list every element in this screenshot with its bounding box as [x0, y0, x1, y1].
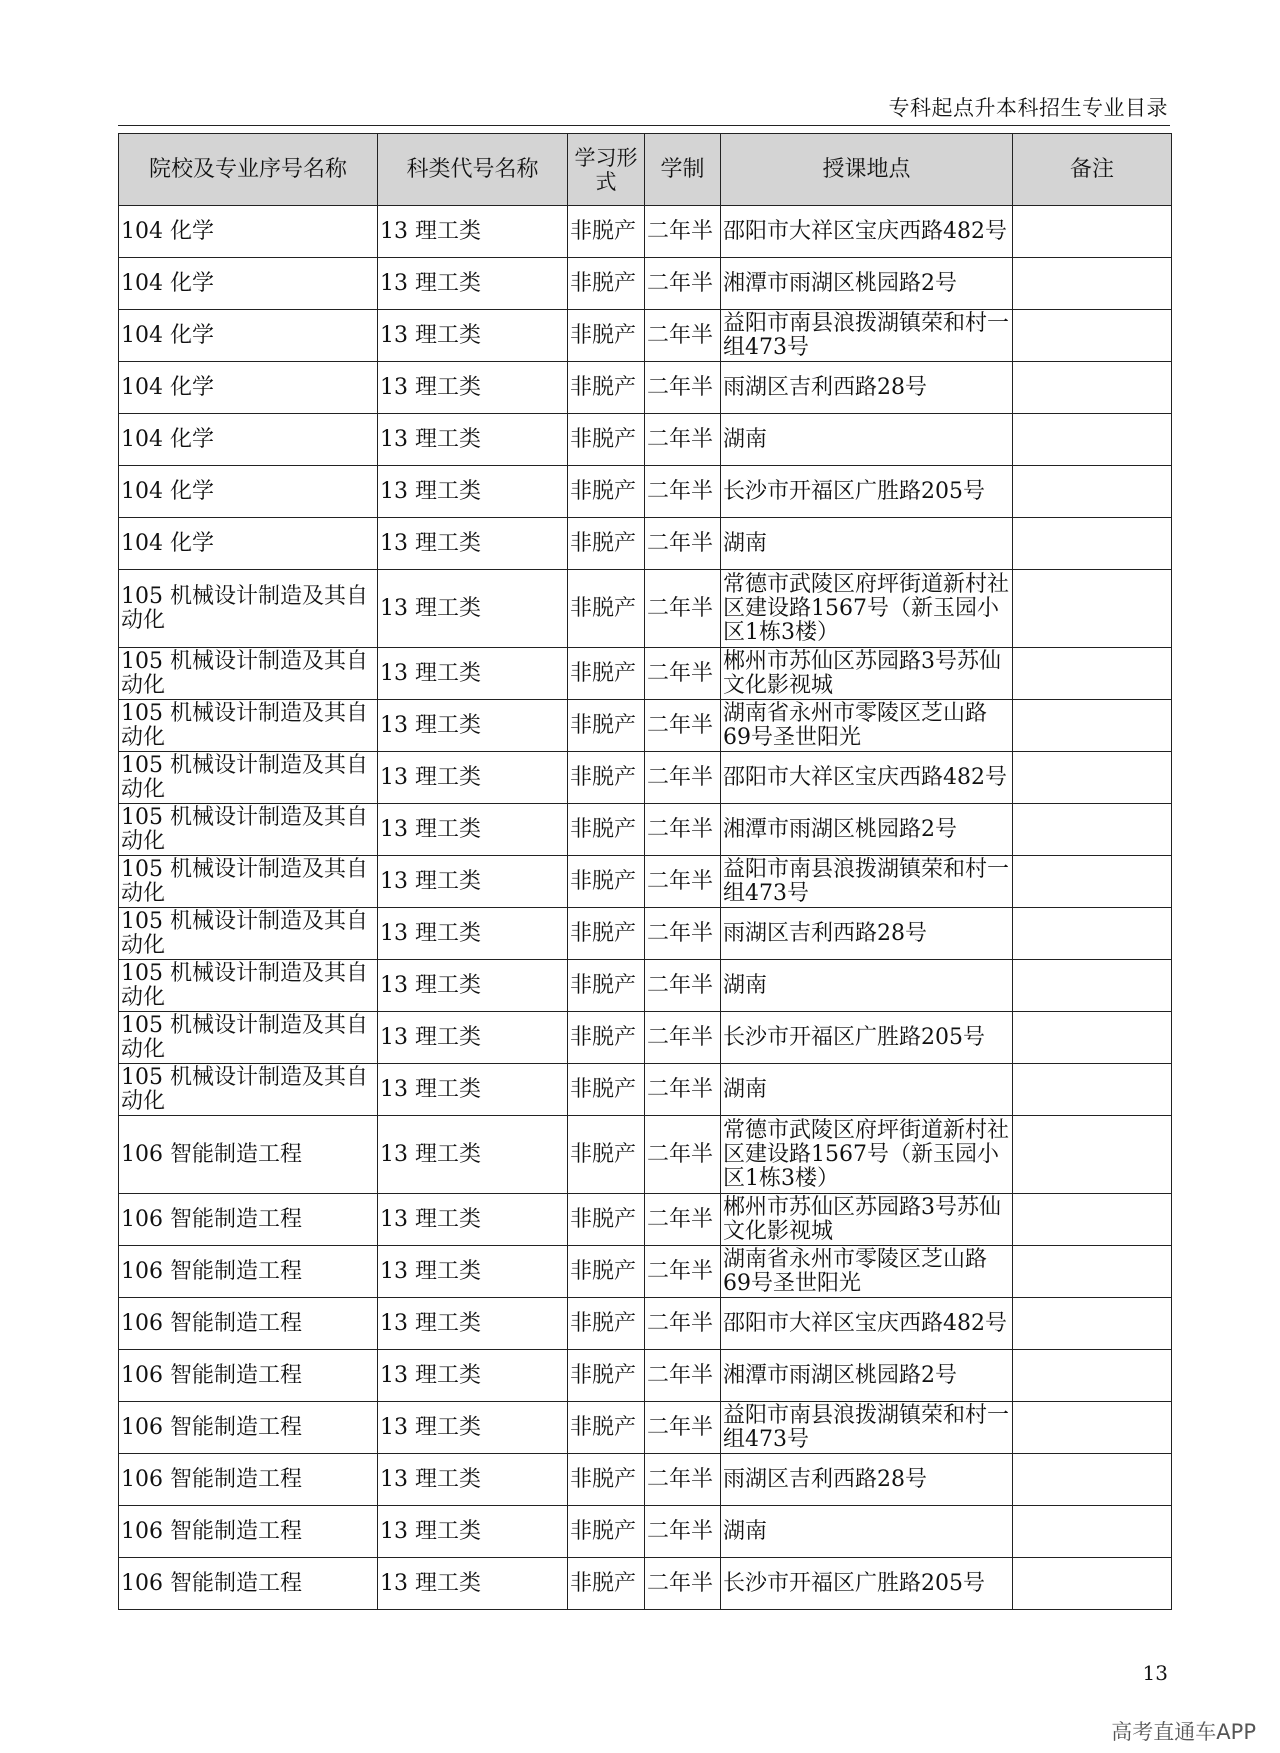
duration-cell: 二年半 [645, 206, 721, 258]
category-cell: 13 理工类 [378, 1506, 568, 1558]
program-cell: 106 智能制造工程 [119, 1116, 378, 1194]
duration-cell: 二年半 [645, 1454, 721, 1506]
category-cell: 13 理工类 [378, 1298, 568, 1350]
header-category: 科类代号名称 [378, 134, 568, 206]
header-duration: 学制 [645, 134, 721, 206]
table-row [119, 258, 1172, 310]
notes-cell [1013, 752, 1172, 804]
duration-cell: 二年半 [645, 908, 721, 960]
category-cell: 13 理工类 [378, 1454, 568, 1506]
duration-cell: 二年半 [645, 960, 721, 1012]
program-cell: 105 机械设计制造及其自动化 [119, 700, 378, 752]
program-cell: 105 机械设计制造及其自动化 [119, 570, 378, 648]
table-row [119, 362, 1172, 414]
location-cell: 湖南 [721, 1506, 1013, 1558]
duration-cell: 二年半 [645, 414, 721, 466]
table-header-row [119, 134, 1172, 206]
study-form-cell: 非脱产 [568, 1558, 645, 1610]
location-cell: 湖南省永州市零陵区芝山路69号圣世阳光 [721, 700, 1013, 752]
duration-cell: 二年半 [645, 1558, 721, 1610]
table-row [119, 960, 1172, 1012]
category-cell: 13 理工类 [378, 466, 568, 518]
table-row [119, 1194, 1172, 1246]
notes-cell [1013, 1454, 1172, 1506]
notes-cell [1013, 1298, 1172, 1350]
study-form-cell: 非脱产 [568, 960, 645, 1012]
notes-cell [1013, 258, 1172, 310]
category-cell: 13 理工类 [378, 1402, 568, 1454]
study-form-cell: 非脱产 [568, 258, 645, 310]
table-row [119, 908, 1172, 960]
location-cell: 湘潭市雨湖区桃园路2号 [721, 258, 1013, 310]
duration-cell: 二年半 [645, 1298, 721, 1350]
duration-cell: 二年半 [645, 1064, 721, 1116]
study-form-cell: 非脱产 [568, 1402, 645, 1454]
duration-cell: 二年半 [645, 258, 721, 310]
notes-cell [1013, 362, 1172, 414]
location-cell: 益阳市南县浪拨湖镇荣和村一组473号 [721, 310, 1013, 362]
category-cell: 13 理工类 [378, 206, 568, 258]
catalog-table [118, 133, 1172, 1610]
category-cell: 13 理工类 [378, 258, 568, 310]
notes-cell [1013, 1246, 1172, 1298]
table-row [119, 752, 1172, 804]
header-rule [118, 125, 1170, 126]
program-cell: 106 智能制造工程 [119, 1246, 378, 1298]
duration-cell: 二年半 [645, 1246, 721, 1298]
location-cell: 邵阳市大祥区宝庆西路482号 [721, 752, 1013, 804]
category-cell: 13 理工类 [378, 518, 568, 570]
table-row [119, 310, 1172, 362]
header-notes: 备注 [1013, 134, 1172, 206]
study-form-cell: 非脱产 [568, 1012, 645, 1064]
study-form-cell: 非脱产 [568, 908, 645, 960]
table-body [119, 206, 1172, 1610]
duration-cell: 二年半 [645, 518, 721, 570]
notes-cell [1013, 1194, 1172, 1246]
category-cell: 13 理工类 [378, 1194, 568, 1246]
location-cell: 长沙市开福区广胜路205号 [721, 1012, 1013, 1064]
duration-cell: 二年半 [645, 856, 721, 908]
duration-cell: 二年半 [645, 466, 721, 518]
notes-cell [1013, 1506, 1172, 1558]
study-form-cell: 非脱产 [568, 648, 645, 700]
duration-cell: 二年半 [645, 648, 721, 700]
watermark: 高考直通车APP [1111, 1720, 1256, 1744]
duration-cell: 二年半 [645, 1012, 721, 1064]
category-cell: 13 理工类 [378, 570, 568, 648]
notes-cell [1013, 960, 1172, 1012]
program-cell: 106 智能制造工程 [119, 1454, 378, 1506]
category-cell: 13 理工类 [378, 752, 568, 804]
table-row [119, 1012, 1172, 1064]
program-cell: 106 智能制造工程 [119, 1506, 378, 1558]
duration-cell: 二年半 [645, 804, 721, 856]
study-form-cell: 非脱产 [568, 1116, 645, 1194]
notes-cell [1013, 856, 1172, 908]
location-cell: 郴州市苏仙区苏园路3号苏仙文化影视城 [721, 1194, 1013, 1246]
duration-cell: 二年半 [645, 310, 721, 362]
notes-cell [1013, 414, 1172, 466]
program-cell: 104 化学 [119, 206, 378, 258]
study-form-cell: 非脱产 [568, 752, 645, 804]
program-cell: 104 化学 [119, 414, 378, 466]
location-cell: 常德市武陵区府坪街道新村社区建设路1567号（新玉园小区1栋3楼） [721, 1116, 1013, 1194]
notes-cell [1013, 648, 1172, 700]
program-cell: 106 智能制造工程 [119, 1402, 378, 1454]
location-cell: 湘潭市雨湖区桃园路2号 [721, 804, 1013, 856]
table-row [119, 1116, 1172, 1194]
table-row [119, 466, 1172, 518]
program-cell: 105 机械设计制造及其自动化 [119, 752, 378, 804]
location-cell: 湖南 [721, 960, 1013, 1012]
duration-cell: 二年半 [645, 1350, 721, 1402]
duration-cell: 二年半 [645, 700, 721, 752]
category-cell: 13 理工类 [378, 1116, 568, 1194]
table-row [119, 1298, 1172, 1350]
table-row [119, 1402, 1172, 1454]
header-location: 授课地点 [721, 134, 1013, 206]
notes-cell [1013, 518, 1172, 570]
study-form-cell: 非脱产 [568, 466, 645, 518]
duration-cell: 二年半 [645, 1194, 721, 1246]
category-cell: 13 理工类 [378, 856, 568, 908]
table-row [119, 1454, 1172, 1506]
study-form-cell: 非脱产 [568, 570, 645, 648]
category-cell: 13 理工类 [378, 1064, 568, 1116]
study-form-cell: 非脱产 [568, 518, 645, 570]
category-cell: 13 理工类 [378, 1558, 568, 1610]
program-cell: 105 机械设计制造及其自动化 [119, 1012, 378, 1064]
duration-cell: 二年半 [645, 752, 721, 804]
table-row [119, 700, 1172, 752]
location-cell: 长沙市开福区广胜路205号 [721, 1558, 1013, 1610]
location-cell: 郴州市苏仙区苏园路3号苏仙文化影视城 [721, 648, 1013, 700]
location-cell: 雨湖区吉利西路28号 [721, 362, 1013, 414]
category-cell: 13 理工类 [378, 414, 568, 466]
program-cell: 104 化学 [119, 310, 378, 362]
notes-cell [1013, 570, 1172, 648]
notes-cell [1013, 1402, 1172, 1454]
table-row [119, 1064, 1172, 1116]
page-number: 13 [1142, 1661, 1168, 1685]
location-cell: 常德市武陵区府坪街道新村社区建设路1567号（新玉园小区1栋3楼） [721, 570, 1013, 648]
category-cell: 13 理工类 [378, 310, 568, 362]
duration-cell: 二年半 [645, 1506, 721, 1558]
program-cell: 106 智能制造工程 [119, 1558, 378, 1610]
category-cell: 13 理工类 [378, 648, 568, 700]
study-form-cell: 非脱产 [568, 1454, 645, 1506]
study-form-cell: 非脱产 [568, 1506, 645, 1558]
location-cell: 益阳市南县浪拨湖镇荣和村一组473号 [721, 1402, 1013, 1454]
notes-cell [1013, 1116, 1172, 1194]
location-cell: 长沙市开福区广胜路205号 [721, 466, 1013, 518]
header-program: 院校及专业序号名称 [119, 134, 378, 206]
location-cell: 湖南省永州市零陵区芝山路69号圣世阳光 [721, 1246, 1013, 1298]
table-row [119, 856, 1172, 908]
location-cell: 邵阳市大祥区宝庆西路482号 [721, 206, 1013, 258]
notes-cell [1013, 908, 1172, 960]
study-form-cell: 非脱产 [568, 414, 645, 466]
study-form-cell: 非脱产 [568, 1350, 645, 1402]
program-cell: 105 机械设计制造及其自动化 [119, 908, 378, 960]
duration-cell: 二年半 [645, 570, 721, 648]
table-row [119, 1246, 1172, 1298]
table-row [119, 1506, 1172, 1558]
notes-cell [1013, 1558, 1172, 1610]
notes-cell [1013, 1012, 1172, 1064]
study-form-cell: 非脱产 [568, 1194, 645, 1246]
program-cell: 106 智能制造工程 [119, 1298, 378, 1350]
study-form-cell: 非脱产 [568, 856, 645, 908]
program-cell: 104 化学 [119, 362, 378, 414]
table-row [119, 804, 1172, 856]
program-cell: 104 化学 [119, 518, 378, 570]
study-form-cell: 非脱产 [568, 1246, 645, 1298]
duration-cell: 二年半 [645, 362, 721, 414]
location-cell: 雨湖区吉利西路28号 [721, 908, 1013, 960]
notes-cell [1013, 466, 1172, 518]
program-cell: 106 智能制造工程 [119, 1194, 378, 1246]
study-form-cell: 非脱产 [568, 700, 645, 752]
program-cell: 105 机械设计制造及其自动化 [119, 804, 378, 856]
header-study-form: 学习形式 [568, 134, 645, 206]
table-row [119, 570, 1172, 648]
location-cell: 湖南 [721, 1064, 1013, 1116]
category-cell: 13 理工类 [378, 1246, 568, 1298]
program-cell: 105 机械设计制造及其自动化 [119, 648, 378, 700]
notes-cell [1013, 206, 1172, 258]
location-cell: 湖南 [721, 414, 1013, 466]
study-form-cell: 非脱产 [568, 206, 645, 258]
duration-cell: 二年半 [645, 1402, 721, 1454]
program-cell: 105 机械设计制造及其自动化 [119, 1064, 378, 1116]
notes-cell [1013, 1350, 1172, 1402]
program-cell: 104 化学 [119, 258, 378, 310]
table-row [119, 414, 1172, 466]
category-cell: 13 理工类 [378, 700, 568, 752]
location-cell: 湘潭市雨湖区桃园路2号 [721, 1350, 1013, 1402]
location-cell: 湖南 [721, 518, 1013, 570]
study-form-cell: 非脱产 [568, 1064, 645, 1116]
location-cell: 益阳市南县浪拨湖镇荣和村一组473号 [721, 856, 1013, 908]
study-form-cell: 非脱产 [568, 804, 645, 856]
notes-cell [1013, 1064, 1172, 1116]
program-cell: 104 化学 [119, 466, 378, 518]
table-row [119, 1558, 1172, 1610]
running-header: 专科起点升本科招生专业目录 [888, 96, 1168, 120]
category-cell: 13 理工类 [378, 960, 568, 1012]
table-row [119, 1350, 1172, 1402]
category-cell: 13 理工类 [378, 1012, 568, 1064]
notes-cell [1013, 310, 1172, 362]
table-row [119, 648, 1172, 700]
notes-cell [1013, 804, 1172, 856]
study-form-cell: 非脱产 [568, 1298, 645, 1350]
program-cell: 105 机械设计制造及其自动化 [119, 856, 378, 908]
category-cell: 13 理工类 [378, 908, 568, 960]
category-cell: 13 理工类 [378, 804, 568, 856]
category-cell: 13 理工类 [378, 1350, 568, 1402]
table-row [119, 518, 1172, 570]
study-form-cell: 非脱产 [568, 362, 645, 414]
category-cell: 13 理工类 [378, 362, 568, 414]
duration-cell: 二年半 [645, 1116, 721, 1194]
table-row [119, 206, 1172, 258]
location-cell: 邵阳市大祥区宝庆西路482号 [721, 1298, 1013, 1350]
program-cell: 105 机械设计制造及其自动化 [119, 960, 378, 1012]
location-cell: 雨湖区吉利西路28号 [721, 1454, 1013, 1506]
notes-cell [1013, 700, 1172, 752]
program-cell: 106 智能制造工程 [119, 1350, 378, 1402]
study-form-cell: 非脱产 [568, 310, 645, 362]
